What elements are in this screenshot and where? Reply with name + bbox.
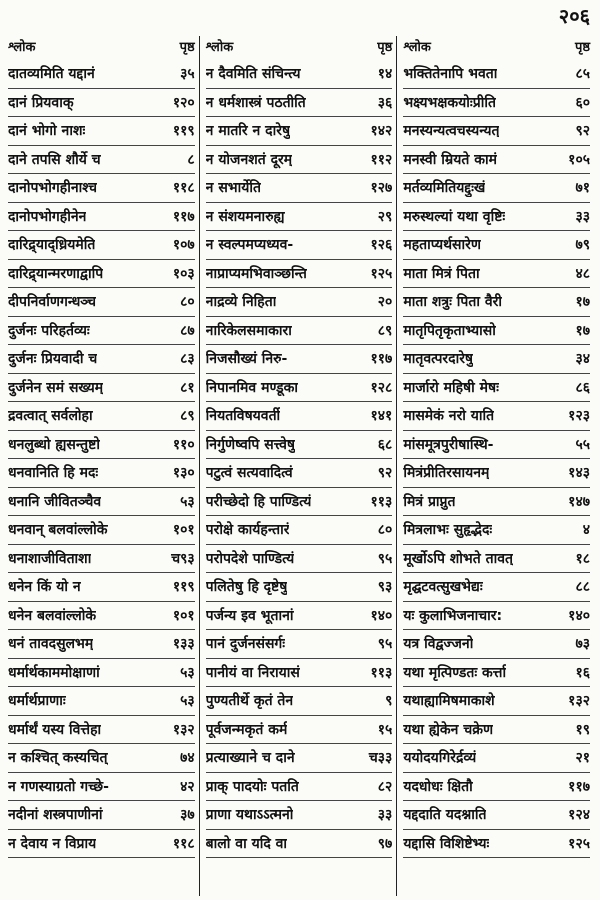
page-ref: १०१ [172,522,195,539]
index-entry [206,89,393,118]
verse-text: न कश्चित् कस्यचित् [8,750,108,767]
page-ref: ६० [575,94,591,111]
verse-text: मनस्वी म्रियते कामं [403,151,497,168]
page-ref: ७९ [575,237,591,254]
verse-text: दातव्यमिति यद्दानं [8,66,95,83]
page-ref: ११७ [370,351,393,368]
page-header: पृष्ठ [179,40,195,55]
verse-text: परीच्छेदो हि पाण्डित्यं [205,493,312,510]
page-ref: १४० [568,607,591,624]
verse-text: यद्दासि विशिष्टेभ्यः [403,835,490,852]
page-header: पृष्ठ [377,40,393,55]
index-entry [8,459,195,488]
verse-text: न देवाय न विप्राय [8,835,97,852]
index-entry [206,117,393,146]
index-entry [8,545,195,574]
index-entry [403,117,590,146]
index-entry [8,773,195,802]
verse-text: मनस्यन्यत्वचस्यन्यत् [403,123,500,140]
index-entry [403,630,590,659]
page-ref: ८ [187,151,195,168]
page-ref: १४ [377,66,393,83]
verse-text: भक्तितेनापि भवता [403,66,498,83]
column-header [403,36,590,60]
page-ref: ५५ [575,436,591,453]
index-entry [206,773,393,802]
index-entry [403,659,590,688]
verse-text: दाने तपसि शौर्ये च [8,151,101,168]
page-ref: ८० [377,522,393,539]
index-entry [8,801,195,830]
index-entry [403,602,590,631]
index-entry [206,146,393,175]
index-entry [206,488,393,517]
verse-text: दारिद्र्याद्ध्रियमेति [8,237,96,254]
page-ref: ९३ [377,579,393,596]
page-ref: ८७ [180,322,195,339]
page-ref: १०५ [568,151,591,168]
verse-text: मार्जारो महिषी मेषः [403,379,499,396]
verse-text: ययोदयगिरेर्द्रव्यं [403,750,477,767]
index-entry [8,659,195,688]
index-entry [8,345,195,374]
page-ref: ११९ [172,579,195,596]
page-ref: ८५ [575,66,591,83]
page-ref: १३२ [568,693,591,710]
page-ref: १७ [575,322,591,339]
verse-text: दुर्जनः परिहर्तव्यः [8,322,90,339]
page-ref: १०१ [172,607,195,624]
page-ref: ३३ [575,208,591,225]
verse-text: न दैवमिति संचिन्त्य [205,66,301,83]
page-ref: १३० [172,465,195,482]
page-ref: ९२ [377,465,393,482]
index-entry [8,146,195,175]
page-ref: ४ [582,522,591,539]
verse-text: नियतविषयवर्ती [205,408,281,425]
index-entry [403,317,590,346]
page-number: २०६ [558,4,590,28]
index-entry [206,345,393,374]
page-ref: १२५ [370,265,393,282]
verse-text: द्रवत्वात् सर्वलोहा [8,408,93,425]
page-ref: ११० [172,436,195,453]
index-entry [8,431,195,460]
page-ref: १४१ [370,408,393,425]
verse-text: पटुत्वं सत्यवादित्वं [205,465,293,482]
verse-text: धनेन बलवांल्लोके [8,607,97,624]
verse-text: पुण्यतीर्थे कृतं तेन [205,693,294,710]
verse-text: न संशयमनारुह्य [205,208,285,225]
index-entry [206,402,393,431]
page-ref: ११३ [370,664,393,681]
page-ref: ११३ [370,493,393,510]
verse-text: मासमेकं नरो याति [403,408,495,425]
page-ref: ११८ [172,835,195,852]
page-ref: ३६ [377,94,393,111]
page-ref: १२६ [370,237,393,254]
index-entry [403,60,590,89]
index-entry [403,89,590,118]
verse-text: न योजनशतं दूरम् [205,151,293,168]
index-entry [403,288,590,317]
verse-text: पूर्वजन्मकृतं कर्म [205,721,288,738]
page-ref: ९ [385,693,393,710]
index-entry [206,288,393,317]
verse-text: न गणस्याग्रतो गच्छे- [8,778,109,795]
page-ref: ११९ [172,123,195,140]
verse-text: माता मित्रं पिता [403,265,480,282]
verse-text: पर्जन्य इव भूतानां [205,607,294,624]
index-entry [206,602,393,631]
verse-text: बालो वा यदि वा [205,835,288,852]
verse-text: न मातरि न दारेषु [205,123,291,140]
entries [8,60,195,896]
index-entry [403,402,590,431]
index-entry [8,174,195,203]
index-entry [403,573,590,602]
page-ref: १८ [575,550,591,567]
page-ref: ८२ [377,778,393,795]
index-entry [403,174,590,203]
verse-text: पानं दुर्जनसंसर्गः [205,636,286,653]
index-entry [206,716,393,745]
verse-text: यः कुलाभिजनाचार: [403,607,503,624]
column-header [206,36,393,60]
index-entry [206,516,393,545]
verse-text: न स्वल्पमप्यध्यव- [205,237,294,254]
page-ref: १०७ [172,237,195,254]
page-ref: ९७ [377,835,393,852]
verse-text: मित्रलाभः सुहृद्भेदः [403,522,493,539]
page-ref: ८१ [180,379,195,396]
index-entry [206,459,393,488]
verse-text: धनाशाजीविताशा [8,550,92,567]
page-ref: ३४ [575,351,591,368]
index-entry [206,830,393,859]
index-entry [8,374,195,403]
index-entry [8,260,195,289]
index-entry [403,459,590,488]
page-ref: १४२ [370,123,393,140]
index-entry [403,773,590,802]
page-ref: ८६ [575,379,591,396]
verse-text: प्रत्याख्याने च दाने [205,750,295,767]
page-ref: १९ [575,721,591,738]
verse-header: श्लोक [205,40,234,55]
verse-text: दुर्जनः प्रियवादी च [8,351,98,368]
page-ref: १४० [370,607,393,624]
page-ref: २९ [377,208,393,225]
index-entry [403,744,590,773]
verse-text: निपानमिव मण्डूका [205,379,298,396]
index-entry [8,203,195,232]
page-ref: च३३ [368,750,393,767]
verse-text: धनवानिति हि मदः [8,465,99,482]
index-entry [206,431,393,460]
index-entry [403,431,590,460]
page-ref: १०३ [172,265,195,282]
index-entry [403,203,590,232]
verse-text: प्राणा यथाऽऽत्मनो [205,807,294,824]
page-ref: ३३ [377,807,393,824]
page-ref: १३३ [172,636,195,653]
page-ref: १२० [172,94,195,111]
index-entry [403,801,590,830]
page-ref: १२४ [568,807,591,824]
verse-header: श्लोक [8,40,36,55]
page-ref: ७१ [575,180,591,197]
verse-text: परोपदेशे पाण्डित्यं [205,550,295,567]
verse-text: धर्मार्थं यस्य वित्तेहा [8,721,102,738]
index-entry [403,231,590,260]
index-entry [206,687,393,716]
page-ref: १२८ [370,379,393,396]
page-ref: १७ [575,294,591,311]
verse-text: नाप्राप्यमभिवाञ्छन्ति [205,265,307,282]
verse-text: नारिकेलसमाकारा [205,322,292,339]
verse-text: धनवान् बलवांल्लोके [8,522,108,539]
page-ref: ११८ [172,180,195,197]
verse-text: धर्मार्थप्राणाः [8,693,66,710]
index-entry [206,374,393,403]
index-entry [403,830,590,859]
verse-text: धर्मार्थकाममोक्षाणां [8,664,100,681]
verse-text: यथा मृत्पिण्डतः कर्त्ता [403,664,507,681]
index-entry [8,573,195,602]
page-ref: २१ [575,750,591,767]
page-ref: ३५ [180,66,195,83]
verse-text: प्राक् पादयोः पतति [205,778,299,795]
verse-text: यथाह्यामिषमाकाशे [403,693,495,710]
verse-text: यथा ह्येकेन चक्रेण [403,721,494,738]
verse-text: निजसौख्यं निरु- [205,351,288,368]
index-entry [403,260,590,289]
verse-text: धनलुब्धो ह्यसन्तुष्टो [8,436,100,453]
verse-text: माता शत्रुः पिता वैरी [403,294,502,311]
page-ref: १४७ [568,493,591,510]
page-ref: ९५ [377,550,393,567]
page-ref: ९५ [377,636,393,653]
index-entry [206,573,393,602]
verse-text: मर्तव्यमितियद्दुःखं [403,180,486,197]
verse-text: मातृपितृकृताभ्यासो [403,322,496,339]
verse-text: दानोपभोगहीनेन [8,208,87,225]
page-ref: ८८ [575,579,591,596]
verse-text: महताप्यर्थसारेण [403,237,481,254]
verse-text: न धर्मशास्त्रं पठतीति [205,94,306,111]
index-entry [8,687,195,716]
index-entry [206,801,393,830]
index-entry [206,231,393,260]
index-entry [8,488,195,517]
index-entry [403,374,590,403]
page-ref: ११७ [172,208,195,225]
verse-text: दीपनिर्वाणगन्धञ्च [8,294,97,311]
verse-text: न सभार्येति [205,180,261,197]
verse-text: धनेन किं यो न [8,579,81,596]
page-ref: ८९ [377,322,393,339]
verse-text: पानीयं वा निरायासं [205,664,300,681]
index-entry [206,203,393,232]
index-entry [206,744,393,773]
verse-text: यद्ददाति यदश्नाति [403,807,487,824]
index-entry [8,516,195,545]
page-ref: ४२ [180,778,195,795]
index-column [6,36,200,896]
page-ref: १६ [575,664,591,681]
verse-text: निर्गुणेष्वपि सत्त्वेषु [205,436,295,453]
page-ref: ११२ [370,151,393,168]
verse-text: दारिद्र्यान्मरणाद्वापि [8,265,104,282]
index-entry [206,659,393,688]
verse-text: मित्रंप्रीतिरसायनम् [403,465,490,482]
page-ref: ८० [180,294,195,311]
index-entry [8,630,195,659]
page-ref: ४८ [575,265,591,282]
entries [403,60,590,896]
page-header: पृष्ठ [574,40,591,55]
index-entry [403,146,590,175]
verse-text: दानोपभोगहीनाश्च [8,180,98,197]
verse-text: मातृवत्परदारेषु [403,351,474,368]
index-entry [8,117,195,146]
index-entry [206,545,393,574]
verse-text: धनानि जीवितञ्चैव [8,493,102,510]
verse-header: श्लोक [403,40,431,55]
page-ref: २० [377,294,393,311]
verse-text: भक्ष्यभक्षकयोःप्रीति [403,94,496,111]
page-ref: ११७ [568,778,591,795]
index-entry [206,60,393,89]
verse-text: दानं भोगो नाशः [8,123,86,140]
index-entry [206,317,393,346]
index-entry [403,516,590,545]
page-ref: ६८ [377,436,393,453]
verse-text: दुर्जनेन समं सख्यम् [8,379,104,396]
index-entry [8,89,195,118]
page-ref: ८३ [180,351,195,368]
page-ref: ३७ [180,807,195,824]
verse-text: नदीनां शस्त्रपाणीनां [8,807,103,824]
verse-text: मरुस्थल्यां यथा वृष्टिः [403,208,506,225]
index-entry [8,317,195,346]
page-ref: ५३ [180,693,195,710]
index-entry [8,402,195,431]
index-entry [403,545,590,574]
index-entry [403,716,590,745]
verse-text: मांसमूत्रपुरीषास्थि- [403,436,494,453]
entries [206,60,393,896]
page-ref: ८९ [180,408,195,425]
page-ref: १३२ [172,721,195,738]
index-entry [206,260,393,289]
page-ref: १५ [377,721,393,738]
index-entry [206,174,393,203]
verse-text: धनं तावदसुलभम् [8,636,94,653]
page-ref: ७३ [575,636,591,653]
index-entry [403,345,590,374]
verse-text: यदधोधः क्षितौ [403,778,473,795]
page-ref: च९३ [171,550,195,567]
verse-index-table [6,36,594,896]
page-ref: १२५ [568,835,591,852]
index-entry [403,687,590,716]
page-ref: १४३ [568,465,591,482]
index-entry [206,630,393,659]
column-header [8,36,195,60]
index-column [200,36,398,896]
page-ref: ५३ [180,493,195,510]
verse-text: मित्रं प्राप्नुत [403,493,456,510]
verse-text: मृद्घटवत्सुखभेद्यः [403,579,483,596]
index-entry [403,488,590,517]
verse-text: यत्र विद्वज्जनो [403,636,474,653]
verse-text: परोक्षे कार्यहन्तारं [205,522,290,539]
index-entry [8,716,195,745]
page-ref: ५३ [180,664,195,681]
index-entry [8,60,195,89]
page-ref: १२७ [370,180,393,197]
index-column [397,36,594,896]
page-ref: १२३ [568,408,591,425]
index-entry [8,231,195,260]
verse-text: पलितेषु हि दृष्टेषु [205,579,288,596]
page-ref: ९२ [575,123,591,140]
index-entry [8,744,195,773]
verse-text: मूर्खोऽपि शोभते तावत् [403,550,513,567]
index-entry [8,602,195,631]
index-entry [8,288,195,317]
index-entry [8,830,195,859]
page-ref: ७४ [180,750,195,767]
verse-text: दानं प्रियवाक् [8,94,74,111]
verse-text: नाद्रव्ये निहिता [205,294,277,311]
